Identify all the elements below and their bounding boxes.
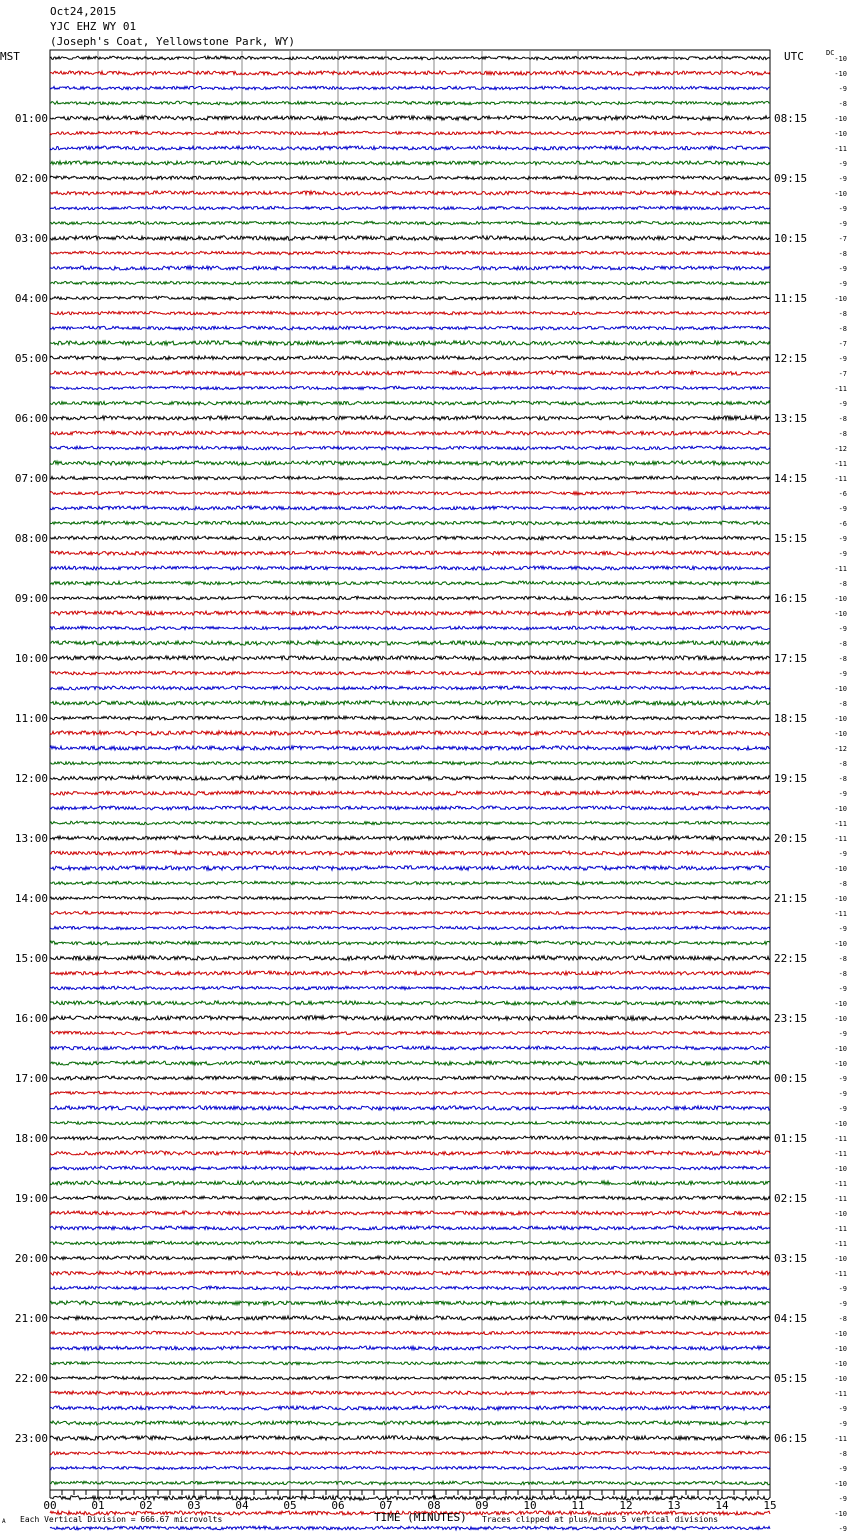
x-tick-label: 05	[283, 1499, 297, 1512]
seismic-trace	[50, 221, 770, 224]
dc-offset-label: -9	[838, 1285, 847, 1293]
seismic-trace	[50, 806, 770, 810]
dc-offset-label: -9	[838, 160, 847, 168]
dc-offset-label: -9	[838, 670, 847, 678]
utc-hour-label: 02:15	[774, 1192, 808, 1205]
corner-mark: A	[2, 1518, 6, 1525]
seismic-trace	[50, 71, 770, 75]
seismic-trace	[50, 536, 770, 540]
seismic-trace	[50, 1466, 770, 1469]
mst-hour-label: 15:00	[14, 952, 48, 965]
dc-offset-label: -9	[838, 1105, 847, 1113]
dc-offset-label: -9	[838, 985, 847, 993]
dc-offset-label: -9	[838, 1300, 847, 1308]
seismic-trace	[50, 236, 770, 241]
utc-hour-label: 23:15	[774, 1012, 808, 1025]
dc-offset-label: -10	[834, 1330, 847, 1338]
dc-offset-label: -11	[834, 1195, 847, 1203]
dc-offset-label: -11	[834, 1150, 847, 1158]
dc-offset-label: -9	[838, 1075, 847, 1083]
utc-hour-label: 15:15	[774, 532, 808, 545]
dc-offset-label: -10	[834, 1015, 847, 1023]
seismic-trace	[50, 956, 770, 960]
dc-offset-label: -8	[838, 250, 847, 258]
dc-offset-label: -10	[834, 595, 847, 603]
mst-hour-label: 07:00	[14, 472, 48, 485]
dc-offset-label: -12	[834, 745, 847, 753]
x-tick-label: 15	[763, 1499, 777, 1512]
dc-offset-label: -11	[834, 1225, 847, 1233]
utc-hour-label: 05:15	[774, 1372, 808, 1385]
seismic-trace	[50, 431, 770, 435]
utc-hour-label: 18:15	[774, 712, 808, 725]
seismic-trace	[50, 56, 770, 60]
seismic-trace	[50, 581, 770, 585]
dc-offset-label: -8	[838, 655, 847, 663]
dc-offset-label: -10	[834, 115, 847, 123]
seismic-trace	[50, 401, 770, 405]
seismic-trace	[50, 851, 770, 855]
seismic-trace	[50, 551, 770, 555]
seismic-trace	[50, 1106, 770, 1110]
left-timezone-label: MST	[0, 50, 20, 63]
seismic-trace	[50, 251, 770, 254]
dc-offset-label: -9	[838, 505, 847, 513]
seismic-trace	[50, 761, 770, 765]
seismic-trace	[50, 461, 770, 465]
seismic-trace	[50, 101, 770, 105]
x-tick-label: 13	[667, 1499, 681, 1512]
dc-offset-label: -9	[838, 220, 847, 228]
seismic-trace	[50, 776, 770, 780]
seismic-trace	[50, 1436, 770, 1440]
seismic-trace	[50, 1001, 770, 1005]
utc-hour-label: 11:15	[774, 292, 808, 305]
x-tick-label: 03	[187, 1499, 201, 1512]
seismic-trace	[50, 1361, 770, 1364]
seismic-trace	[50, 896, 770, 899]
seismic-trace	[50, 1016, 770, 1021]
seismic-trace	[50, 881, 770, 885]
station-code: YJC EHZ WY 01	[50, 20, 137, 33]
seismic-trace	[50, 1496, 770, 1500]
dc-offset-label: -9	[838, 790, 847, 798]
dc-offset-label: -10	[834, 1480, 847, 1488]
dc-offset-label: -9	[838, 850, 847, 858]
mst-hour-label: 14:00	[14, 892, 48, 905]
dc-offset-label: -8	[838, 310, 847, 318]
seismic-trace	[50, 206, 770, 209]
seismic-trace	[50, 671, 770, 675]
dc-offset-label: -10	[834, 295, 847, 303]
dc-offset-label: -8	[838, 325, 847, 333]
dc-offset-label: -11	[834, 1270, 847, 1278]
seismic-trace	[50, 746, 770, 750]
seismic-trace	[50, 176, 770, 180]
seismic-trace	[50, 326, 770, 330]
seismic-trace	[50, 386, 770, 389]
mst-hour-label: 13:00	[14, 832, 48, 845]
utc-hour-label: 03:15	[774, 1252, 808, 1265]
seismic-trace	[50, 791, 770, 795]
dc-offset-label: -10	[834, 610, 847, 618]
seismic-trace	[50, 341, 770, 346]
seismic-trace	[50, 656, 770, 661]
seismic-trace	[50, 596, 770, 600]
seismic-trace	[50, 1091, 770, 1094]
seismic-trace	[50, 731, 770, 735]
dc-offset-label: -10	[834, 190, 847, 198]
seismic-trace	[50, 641, 770, 645]
seismic-trace	[50, 1226, 770, 1230]
dc-offset-label: -9	[838, 1465, 847, 1473]
seismic-trace	[50, 1031, 770, 1034]
x-tick-label: 10	[523, 1499, 537, 1512]
dc-offset-label: -9	[838, 1420, 847, 1428]
dc-offset-label: -9	[838, 175, 847, 183]
seismic-trace	[50, 701, 770, 706]
dc-offset-label: -11	[834, 460, 847, 468]
mst-hour-label: 17:00	[14, 1072, 48, 1085]
seismic-trace	[50, 1391, 770, 1395]
utc-hour-label: 14:15	[774, 472, 808, 485]
seismic-trace	[50, 566, 770, 570]
dc-offset-label: -9	[838, 1090, 847, 1098]
x-tick-label: 12	[619, 1499, 633, 1512]
seismic-trace	[50, 911, 770, 915]
seismic-trace	[50, 941, 770, 945]
utc-hour-label: 19:15	[774, 772, 808, 785]
utc-hour-label: 08:15	[774, 112, 808, 125]
mst-hour-label: 19:00	[14, 1192, 48, 1205]
dc-offset-label: -10	[834, 55, 847, 63]
dc-offset-label: -9	[838, 550, 847, 558]
dc-offset-label: -10	[834, 1255, 847, 1263]
seismic-trace	[50, 821, 770, 824]
mst-hour-label: 23:00	[14, 1432, 48, 1445]
seismic-trace	[50, 1136, 770, 1140]
dc-label: DC	[826, 49, 835, 57]
mst-hour-label: 05:00	[14, 352, 48, 365]
seismic-trace	[50, 311, 770, 315]
seismic-trace	[50, 1481, 770, 1484]
seismic-trace	[50, 716, 770, 720]
seismic-trace	[50, 131, 770, 135]
dc-offset-label: -10	[834, 1045, 847, 1053]
mst-hour-label: 16:00	[14, 1012, 48, 1025]
dc-offset-label: -10	[834, 865, 847, 873]
mst-hour-label: 01:00	[14, 112, 48, 125]
dc-offset-label: -10	[834, 1345, 847, 1353]
dc-offset-label: -10	[834, 1210, 847, 1218]
dc-offset-label: -10	[834, 940, 847, 948]
utc-hour-label: 20:15	[774, 832, 808, 845]
dc-offset-label: -11	[834, 385, 847, 393]
x-tick-label: 06	[331, 1499, 345, 1512]
dc-offset-label: -9	[838, 625, 847, 633]
dc-offset-label: -8	[838, 430, 847, 438]
seismic-trace	[50, 371, 770, 375]
utc-hour-label: 22:15	[774, 952, 808, 965]
seismic-trace	[50, 1301, 770, 1305]
dc-offset-label: -10	[834, 895, 847, 903]
dc-offset-label: -10	[834, 1120, 847, 1128]
dc-offset-label: -8	[838, 415, 847, 423]
mst-hour-label: 11:00	[14, 712, 48, 725]
seismic-trace	[50, 146, 770, 150]
dc-offset-label: -8	[838, 700, 847, 708]
mst-hour-label: 09:00	[14, 592, 48, 605]
x-tick-label: 02	[139, 1499, 153, 1512]
mst-hour-label: 08:00	[14, 532, 48, 545]
dc-offset-label: -9	[838, 85, 847, 93]
seismic-trace	[50, 281, 770, 284]
mst-hour-label: 21:00	[14, 1312, 48, 1325]
dc-offset-label: -8	[838, 1450, 847, 1458]
seismic-trace	[50, 1346, 770, 1350]
dc-offset-label: -10	[834, 1060, 847, 1068]
seismic-trace	[50, 986, 770, 990]
seismic-trace	[50, 1271, 770, 1275]
utc-hour-label: 12:15	[774, 352, 808, 365]
dc-offset-label: -10	[834, 1510, 847, 1518]
utc-hour-label: 06:15	[774, 1432, 808, 1445]
dc-offset-label: -9	[838, 1030, 847, 1038]
dc-offset-label: -9	[838, 400, 847, 408]
seismic-trace	[50, 926, 770, 929]
dc-offset-label: -8	[838, 640, 847, 648]
dc-offset-label: -8	[838, 880, 847, 888]
seismic-trace	[50, 491, 770, 494]
seismic-trace	[50, 1316, 770, 1320]
dc-offset-label: -8	[838, 760, 847, 768]
dc-offset-label: -7	[838, 235, 847, 243]
seismic-trace	[50, 1196, 770, 1200]
seismic-trace	[50, 611, 770, 615]
dc-offset-label: -11	[834, 1180, 847, 1188]
seismic-trace	[50, 476, 770, 480]
dc-offset-label: -8	[838, 580, 847, 588]
dc-offset-label: -8	[838, 970, 847, 978]
seismic-trace	[50, 1421, 770, 1425]
dc-offset-label: -11	[834, 1435, 847, 1443]
utc-hour-label: 13:15	[774, 412, 808, 425]
seismic-trace	[50, 626, 770, 630]
seismic-trace	[50, 1211, 770, 1215]
dc-offset-label: -10	[834, 715, 847, 723]
seismic-trace	[50, 1076, 770, 1080]
dc-offset-label: -9	[838, 1405, 847, 1413]
dc-offset-label: -9	[838, 1525, 847, 1533]
dc-offset-label: -11	[834, 1390, 847, 1398]
x-tick-label: 01	[91, 1499, 105, 1512]
dc-offset-label: -11	[834, 910, 847, 918]
dc-offset-label: -11	[834, 820, 847, 828]
seismic-trace	[50, 191, 770, 195]
mst-hour-label: 06:00	[14, 412, 48, 425]
seismic-trace	[50, 1166, 770, 1170]
x-tick-label: 09	[475, 1499, 489, 1512]
dc-offset-label: -10	[834, 70, 847, 78]
seismic-trace	[50, 1526, 770, 1530]
x-tick-label: 07	[379, 1499, 393, 1512]
dc-offset-label: -9	[838, 1495, 847, 1503]
x-tick-label: 08	[427, 1499, 441, 1512]
seismic-trace	[50, 356, 770, 360]
dc-offset-label: -9	[838, 280, 847, 288]
x-tick-label: 14	[715, 1499, 729, 1512]
dc-offset-label: -10	[834, 805, 847, 813]
dc-offset-label: -8	[838, 1315, 847, 1323]
seismic-trace	[50, 266, 770, 270]
seismic-trace	[50, 1406, 770, 1410]
seismic-trace	[50, 1451, 770, 1455]
utc-hour-label: 00:15	[774, 1072, 808, 1085]
dc-offset-label: -8	[838, 100, 847, 108]
seismic-trace	[50, 1061, 770, 1065]
dc-offset-label: -11	[834, 475, 847, 483]
seismic-trace	[50, 521, 770, 525]
dc-offset-label: -10	[834, 685, 847, 693]
seismic-trace	[50, 1376, 770, 1380]
mst-hour-label: 10:00	[14, 652, 48, 665]
x-tick-label: 00	[43, 1499, 57, 1512]
seismic-trace	[50, 506, 770, 510]
utc-hour-label: 16:15	[774, 592, 808, 605]
dc-offset-label: -9	[838, 355, 847, 363]
seismic-trace	[50, 446, 770, 450]
utc-hour-label: 17:15	[774, 652, 808, 665]
dc-offset-label: -6	[838, 520, 847, 528]
seismic-trace	[50, 1181, 770, 1185]
mst-hour-label: 03:00	[14, 232, 48, 245]
scale-note: Each Vertical Division = 666.67 microvolts	[20, 1515, 223, 1524]
dc-offset-label: -9	[838, 205, 847, 213]
seismic-trace	[50, 1331, 770, 1335]
x-tick-label: 11	[571, 1499, 585, 1512]
seismic-trace	[50, 686, 770, 690]
seismic-trace	[50, 416, 770, 420]
dc-offset-label: -10	[834, 1000, 847, 1008]
dc-offset-label: -12	[834, 445, 847, 453]
seismic-trace	[50, 296, 770, 299]
clip-note: Traces clipped at plus/minus 5 vertical divisions	[482, 1515, 719, 1524]
dc-offset-label: -10	[834, 130, 847, 138]
seismic-trace	[50, 836, 770, 840]
mst-hour-label: 22:00	[14, 1372, 48, 1385]
utc-hour-label: 21:15	[774, 892, 808, 905]
dc-offset-label: -11	[834, 1135, 847, 1143]
utc-hour-label: 01:15	[774, 1132, 808, 1145]
mst-hour-label: 04:00	[14, 292, 48, 305]
seismic-trace	[50, 161, 770, 165]
dc-offset-label: -7	[838, 370, 847, 378]
x-tick-label: 04	[235, 1499, 249, 1512]
dc-offset-label: -11	[834, 565, 847, 573]
seismic-trace	[50, 1241, 770, 1245]
dc-offset-label: -10	[834, 1165, 847, 1173]
dc-offset-label: -8	[838, 955, 847, 963]
utc-hour-label: 09:15	[774, 172, 808, 185]
dc-offset-label: -10	[834, 1375, 847, 1383]
x-axis-label: TIME (MINUTES)	[374, 1511, 467, 1524]
dc-offset-label: -11	[834, 145, 847, 153]
plot-date: Oct24,2015	[50, 5, 117, 18]
mst-hour-label: 18:00	[14, 1132, 48, 1145]
seismic-trace	[50, 1151, 770, 1155]
dc-offset-label: -6	[838, 490, 847, 498]
dc-offset-label: -9	[838, 535, 847, 543]
utc-hour-label: 10:15	[774, 232, 808, 245]
utc-hour-label: 04:15	[774, 1312, 808, 1325]
mst-hour-label: 20:00	[14, 1252, 48, 1265]
seismic-trace	[50, 116, 770, 120]
dc-offset-label: -9	[838, 925, 847, 933]
right-timezone-label: UTC	[784, 50, 804, 63]
station-location: (Joseph's Coat, Yellowstone Park, WY)	[50, 35, 296, 48]
dc-offset-label: -11	[834, 835, 847, 843]
mst-hour-label: 02:00	[14, 172, 48, 185]
dc-offset-label: -10	[834, 1360, 847, 1368]
mst-hour-label: 12:00	[14, 772, 48, 785]
dc-offset-label: -10	[834, 730, 847, 738]
seismic-trace	[50, 1256, 770, 1260]
seismic-trace	[50, 971, 770, 975]
seismic-trace	[50, 86, 770, 90]
dc-offset-label: -8	[838, 775, 847, 783]
seismic-trace	[50, 1046, 770, 1050]
seismic-trace	[50, 866, 770, 871]
dc-offset-label: -11	[834, 1240, 847, 1248]
dc-offset-label: -9	[838, 265, 847, 273]
seismic-trace	[50, 1121, 770, 1125]
dc-offset-label: -7	[838, 340, 847, 348]
seismic-trace	[50, 1286, 770, 1290]
